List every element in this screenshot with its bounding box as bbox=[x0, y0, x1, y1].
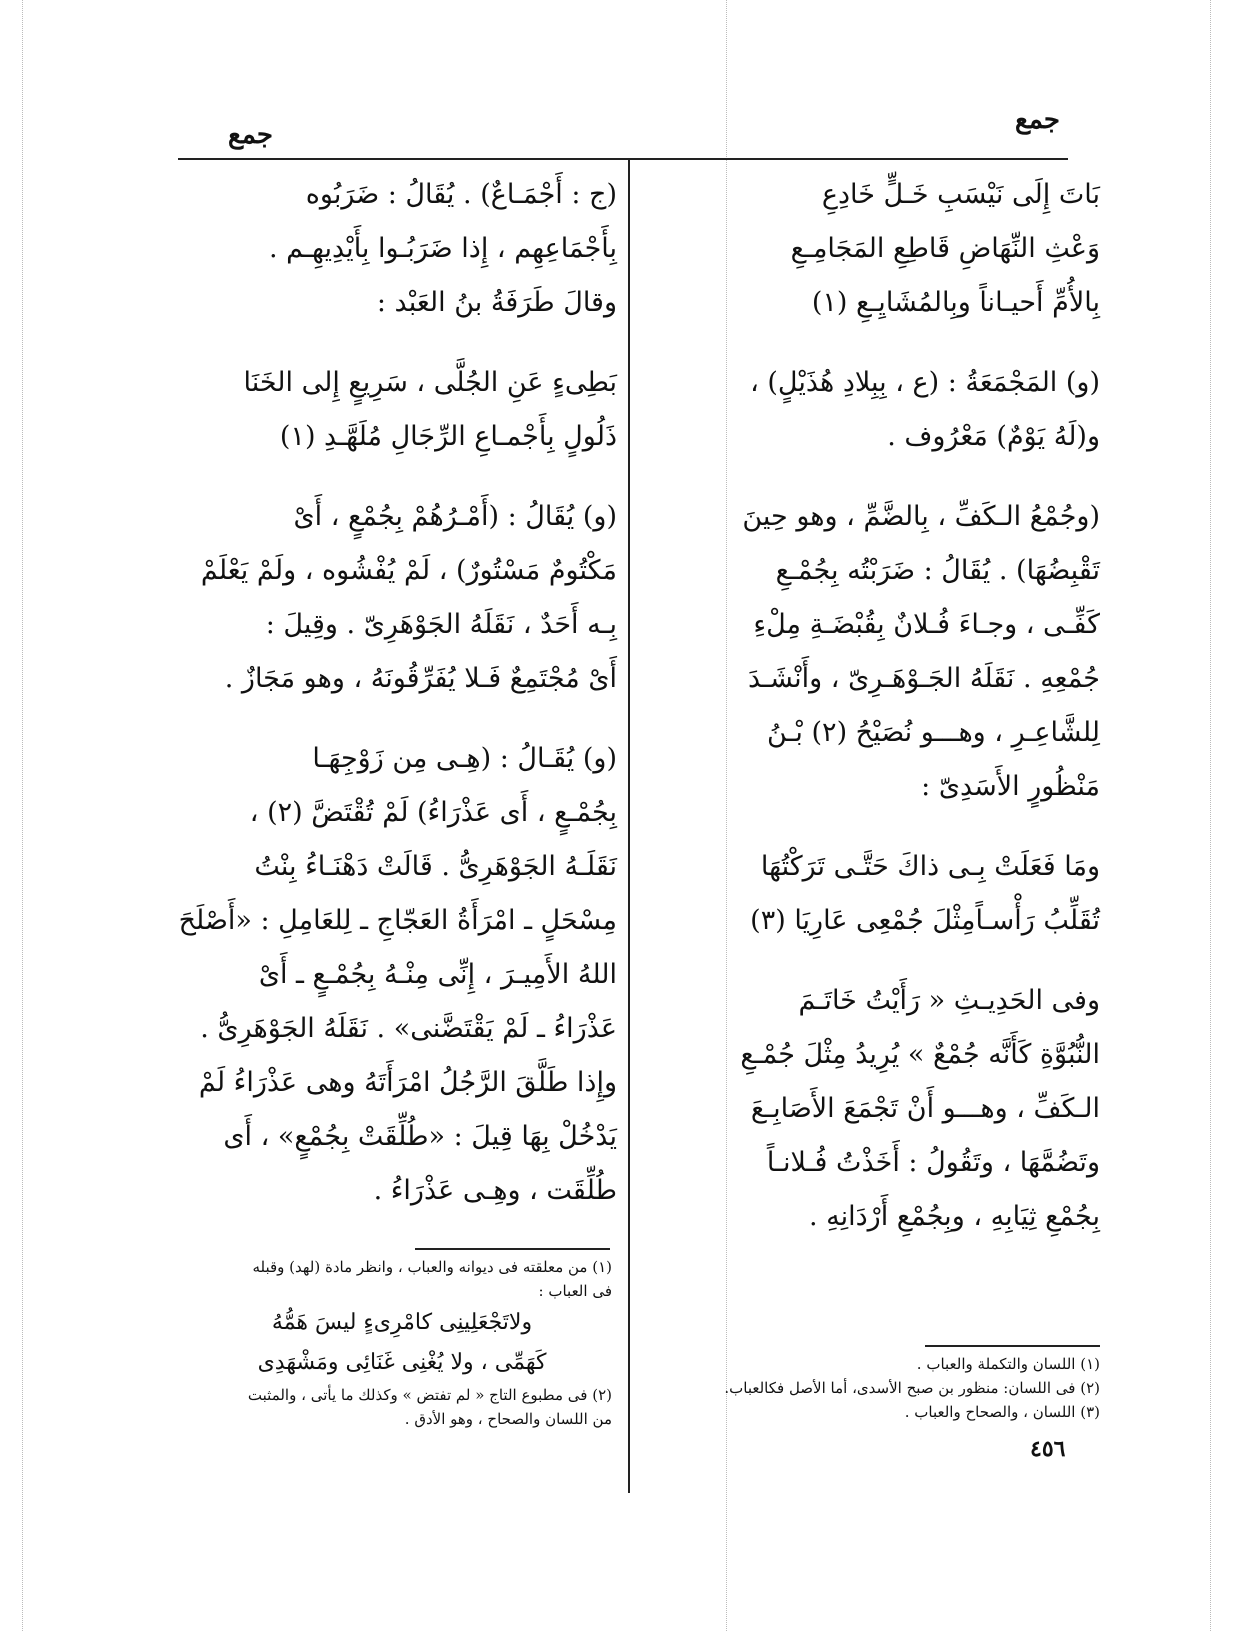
text-line: و(لَهُ يَوْمٌ) مَعْرُوف . bbox=[887, 421, 1100, 452]
running-header-left: جمع bbox=[228, 120, 273, 150]
text-line: وتَضُمَّهَا ، وتَقُولُ : أَخَذْتُ فُـلانـاً bbox=[766, 1147, 1100, 1178]
text-line: ومَا فَعَلَتْ بِـى ذاكَ حَتَّـى تَرَكْتُهَا bbox=[760, 851, 1100, 882]
text-line: ذَلُولٍ بِأَجْمـاعِ الرِّجَالِ مُلَهَّـدِ (١) bbox=[279, 421, 617, 452]
paragraph-gap bbox=[655, 464, 1100, 490]
column-divider bbox=[628, 158, 630, 1493]
paragraph-gap bbox=[655, 948, 1100, 974]
footnote: من اللسان والصحاح ، وهو الأدق . bbox=[404, 1410, 612, 1428]
text-line: بَطِىءٍ عَنِ الجُلَّى ، سَرِيعٍ إِلى الخَنَا bbox=[243, 367, 617, 398]
text-line: اللهُ الأَمِيـرَ ، إِنِّى مِنْـهُ بِجُمْـعٍ ـ أَىْ bbox=[258, 959, 617, 990]
footnote: (٢) فى مطبوع التاج « لم تفتض » وكذلك ما يأتى ، والمثبت bbox=[247, 1386, 612, 1404]
right-column bbox=[655, 168, 1100, 1244]
text-line: نَقَلَـهُ الجَوْهَرِىُّ . قَالَتْ دَهْنَـاءُ بِنْتُ bbox=[254, 851, 617, 882]
page-number: ٤٥٦ bbox=[1030, 1436, 1066, 1462]
text-line: بِجُمْعِ ثِيَابِهِ ، وبِجُمْعِ أَرْدَانِهِ . bbox=[808, 1201, 1100, 1232]
footnotes-right bbox=[655, 1352, 1100, 1424]
text-line: كَفِّـى ، وجـاءَ فُـلانٌ بِقُبْضَـةِ مِلْءِ bbox=[753, 609, 1100, 640]
text-line: (وجُمْعُ الـكَفِّ ، بِالضَّمِّ ، وهو حِينَ bbox=[742, 501, 1100, 532]
footnote: (٢) فى اللسان: منظور بن صبح الأسدى، أما الأصل فكالعباب. bbox=[724, 1379, 1100, 1397]
footnote-rule-right bbox=[925, 1345, 1100, 1347]
text-line: أَىْ مُجْتَمِعٌ فَـلا يُفَرِّقُونَهُ ، وهو مَجَازٌ . bbox=[224, 663, 617, 694]
text-line: وفى الحَدِيـثِ « رَأَيْتُ خَاتَـمَ bbox=[798, 985, 1100, 1016]
text-line: مَكْتُومٌ مَسْتُورٌ) ، لَمْ يُفْشُوه ، ولَمْ يَعْلَمْ bbox=[200, 555, 617, 586]
text-line: الـكَفِّ ، وهـــو أَنْ تَجْمَعَ الأَصَابِـعَ bbox=[750, 1093, 1100, 1124]
left-column bbox=[178, 168, 617, 1218]
header-rule bbox=[178, 158, 1068, 160]
text-line: (و) يُقَـالُ : (هِـى مِن زَوْجِهَـا bbox=[312, 743, 617, 774]
paragraph-gap bbox=[192, 330, 617, 356]
footnote-verse: كَهَمِّى ، ولا يُغْنِى غَنَائِى ومَشْهَدِى bbox=[257, 1350, 547, 1375]
text-line: (و) المَجْمَعَةُ : (ع ، بِبِلادِ هُذَيْلٍ) ، bbox=[750, 367, 1100, 398]
footnote: (١) اللسان والتكملة والعباب . bbox=[916, 1355, 1100, 1373]
text-line: بِالأُمِّ أَحيـاناً وبِالمُشَايِـعِ (١) bbox=[811, 287, 1100, 318]
text-line: تُقَلِّبُ رَأْسـاًمِثْلَ جُمْعِى عَارِيَا (٣) bbox=[750, 905, 1100, 936]
text-line: جُمْعِهِ . نَقَلَهُ الجَـوْهَـرِىّ ، وأَنْشَـدَ bbox=[747, 663, 1100, 694]
footnote-rule-left bbox=[415, 1248, 610, 1250]
text-line: وإِذا طَلَّقَ الرَّجُلُ امْرَأَتَهُ وهى عَذْرَاءُ لَمْ bbox=[198, 1067, 617, 1098]
footnotes-left bbox=[192, 1255, 612, 1431]
paragraph-gap bbox=[192, 464, 617, 490]
scan-artifact-line bbox=[22, 0, 23, 1631]
text-line: بِـه أَحَدٌ ، نَقَلَهُ الجَوْهَرِىّ . وقِيلَ : bbox=[265, 609, 617, 640]
text-line: وَعْثِ النِّهَاضِ قَاطِعِ المَجَامِـعِ bbox=[790, 233, 1100, 264]
footnote: (٣) اللسان ، والصحاح والعباب . bbox=[904, 1403, 1100, 1421]
paragraph-gap bbox=[192, 706, 617, 732]
text-line: لِلشَّاعِـرِ ، وهـــو نُصَيْحُ (٢) بْـنُ bbox=[766, 717, 1100, 748]
text-line: عَذْرَاءُ ـ لَمْ يَقْتَضَّنى» . نَقَلَهُ الجَوْهَرِىُّ . bbox=[200, 1013, 617, 1044]
footnote: (١) من معلقته فى ديوانه والعباب ، وانظر مادة (لهد) وقبله bbox=[252, 1258, 612, 1276]
text-line: مَنْظُورٍ الأَسَدِىّ : bbox=[921, 771, 1100, 802]
paragraph-gap bbox=[655, 330, 1100, 356]
footnote: فى العباب : bbox=[538, 1282, 612, 1300]
text-line: (و) يُقَالُ : (أَمْـرُهُمْ بِجُمْعٍ ، أَىْ bbox=[293, 501, 617, 532]
scan-artifact-line bbox=[1210, 0, 1211, 1631]
running-header-right: جمع bbox=[1015, 105, 1060, 135]
text-line: بِجُمْـعٍ ، أَى عَذْرَاءُ) لَمْ تُقْتَضَّ (٢) ، bbox=[249, 797, 617, 828]
text-line: مِسْحَلٍ ـ امْرَأَةُ العَجّاجِ ـ لِلعَامِلِ : «أَصْلَحَ bbox=[178, 905, 617, 936]
text-line: بَاتَ إِلَى نَيْسَبِ خَـلٍّ خَادِعِ bbox=[821, 179, 1100, 210]
text-line: النُّبُوَّةِ كَأَنَّه جُمْعٌ » يُرِيدُ مِثْلَ جُمْـعِ bbox=[740, 1039, 1100, 1070]
text-line: وقالَ طَرَفَةُ بنُ العَبْد : bbox=[376, 287, 617, 318]
text-line: بِأَجْمَاعِهِم ، إِذا ضَرَبُـوا بِأَيْدِيهِـم . bbox=[269, 233, 617, 264]
text-line: (ج : أَجْمَـاعٌ) . يُقَالُ : ضَرَبُوه bbox=[305, 179, 617, 210]
footnote-verse: ولاتَجْعَلِينِى كامْرِىءٍ ليسَ هَمُّهُ bbox=[271, 1310, 533, 1335]
paragraph-gap bbox=[655, 814, 1100, 840]
text-line: تَقْبِضُهَا) . يُقَالُ : ضَرَبْتُه بِجُمْـعِ bbox=[775, 555, 1100, 586]
text-line: طُلِّقَت ، وهِـى عَذْرَاءُ . bbox=[373, 1175, 617, 1206]
text-line: يَدْخُلْ بِهَا قِيلَ : «طُلِّقَتْ بِجُمْعٍ» ، أَى bbox=[223, 1121, 617, 1152]
